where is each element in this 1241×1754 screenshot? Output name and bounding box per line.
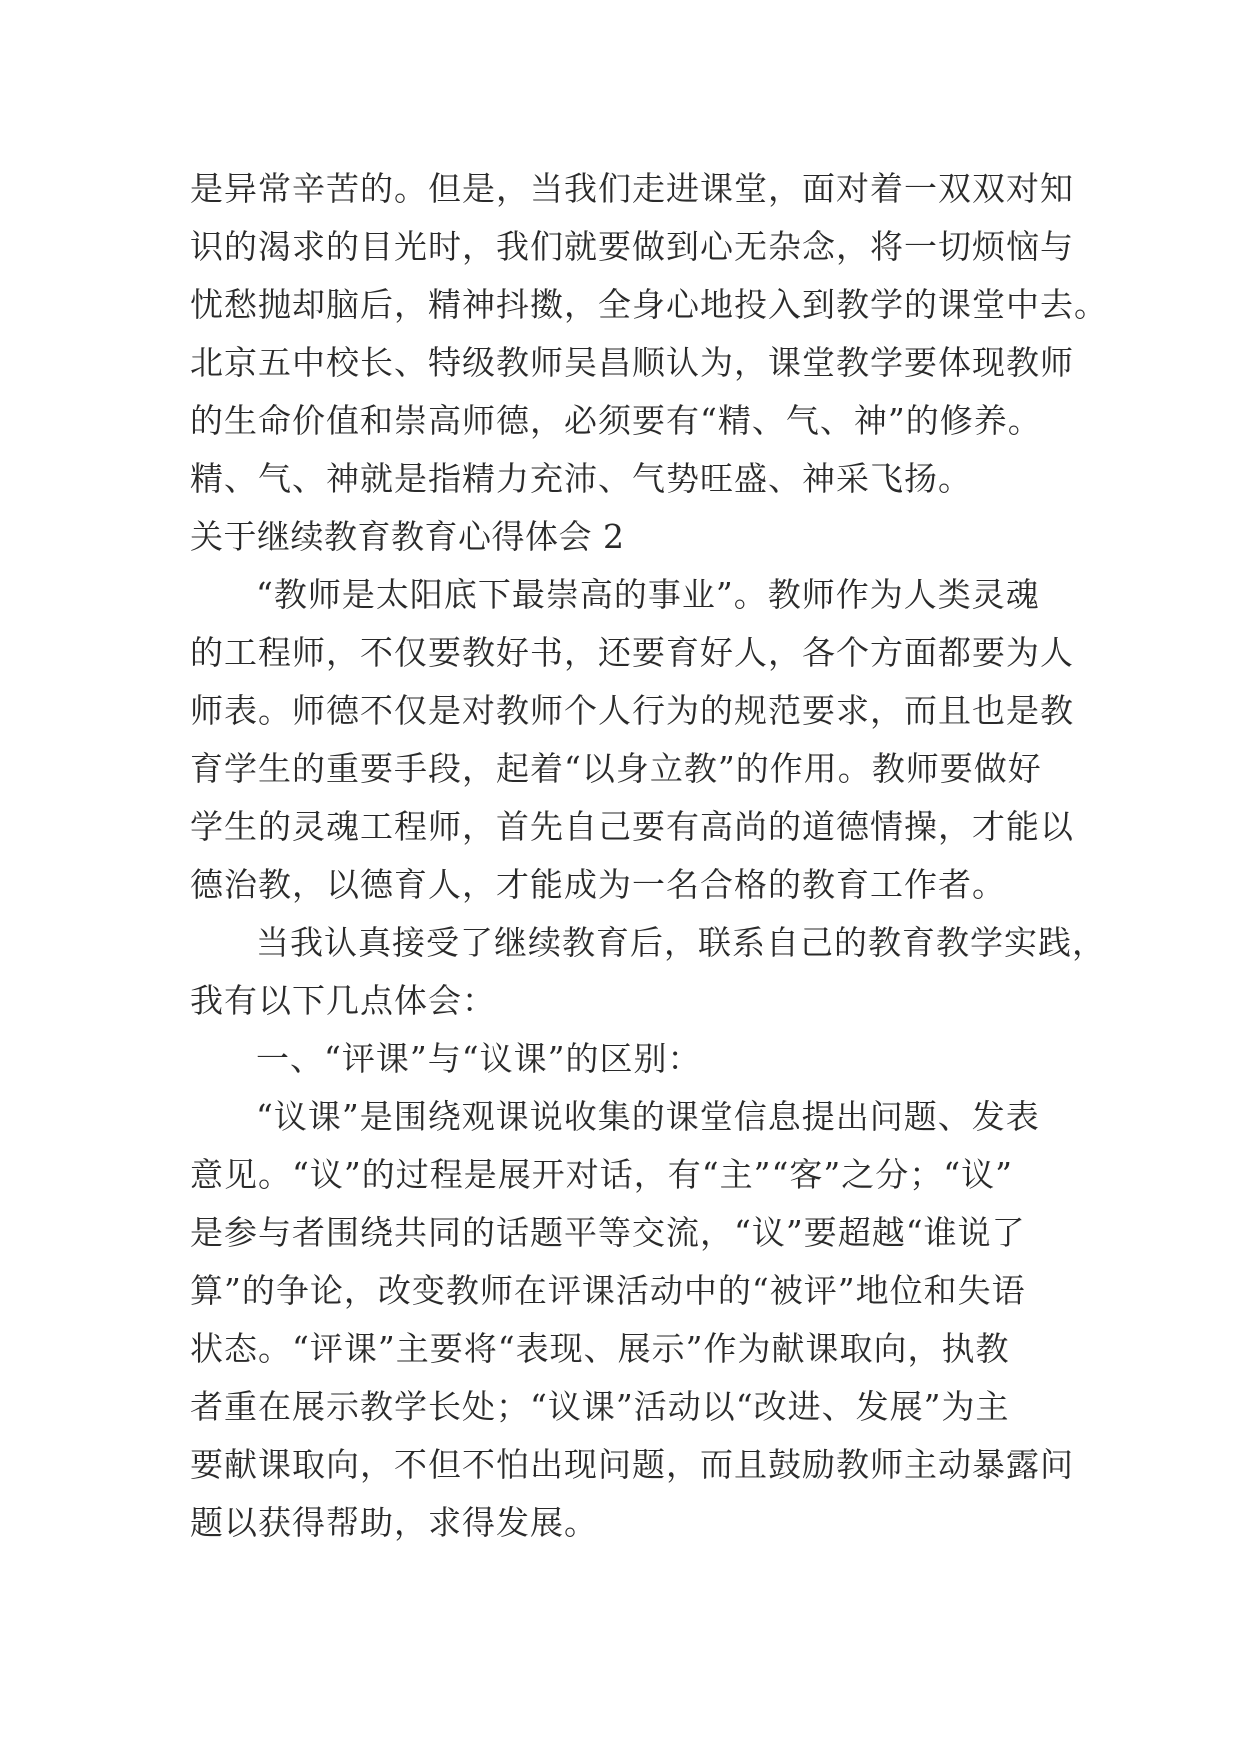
text-line: 意见。“议”的过程是展开对话，有“主”“客”之分；“议” — [190, 1155, 1013, 1194]
text-line: 是参与者围绕共同的话题平等交流，“议”要超越“谁说了 — [190, 1213, 1026, 1252]
text-line: 学生的灵魂工程师，首先自己要有高尚的道德情操，才能以 — [190, 807, 1074, 846]
section-heading: 关于继续教育教育心得体会 2 — [190, 517, 625, 556]
text-line: 是异常辛苦的。但是，当我们走进课堂，面对着一双双对知 — [190, 169, 1074, 208]
text-line: “议课”是围绕观课说收集的课堂信息提出问题、发表 — [256, 1097, 1040, 1136]
text-line: 识的渴求的目光时，我们就要做到心无杂念，将一切烦恼与 — [190, 227, 1074, 266]
text-line: 我有以下几点体会： — [190, 981, 496, 1020]
text-line: “教师是太阳底下最崇高的事业”。教师作为人类灵魂 — [256, 575, 1040, 614]
text-line: 状态。“评课”主要将“表现、展示”作为献课取向，执教 — [190, 1329, 1010, 1368]
subheading-line: 一、“评课”与“议课”的区别： — [256, 1039, 702, 1078]
text-line: 要献课取向，不但不怕出现问题，而且鼓励教师主动暴露问 — [190, 1445, 1074, 1484]
text-line: 的工程师，不仅要教好书，还要育好人，各个方面都要为人 — [190, 633, 1074, 672]
text-line: 育学生的重要手段，起着“以身立教”的作用。教师要做好 — [190, 749, 1042, 788]
text-line: 算”的争论，改变教师在评课活动中的“被评”地位和失语 — [190, 1271, 1026, 1310]
document-body — [190, 160, 1108, 1552]
text-line: 的生命价值和崇高师德，必须要有“精、气、神”的修养。 — [190, 401, 1042, 440]
text-line: 者重在展示教学长处；“议课”活动以“改进、发展”为主 — [190, 1387, 1010, 1426]
text-line: 当我认真接受了继续教育后，联系自己的教育教学实践， — [256, 923, 1106, 962]
text-line: 德治教，以德育人，才能成为一名合格的教育工作者。 — [190, 865, 1006, 904]
text-line: 题以获得帮助，求得发展。 — [190, 1503, 598, 1542]
text-line: 师表。师德不仅是对教师个人行为的规范要求，而且也是教 — [190, 691, 1074, 730]
text-line: 北京五中校长、特级教师吴昌顺认为，课堂教学要体现教师 — [190, 343, 1074, 382]
text-line: 忧愁抛却脑后，精神抖擞，全身心地投入到教学的课堂中去。 — [190, 285, 1108, 324]
text-line: 精、气、神就是指精力充沛、气势旺盛、神采飞扬。 — [190, 459, 972, 498]
